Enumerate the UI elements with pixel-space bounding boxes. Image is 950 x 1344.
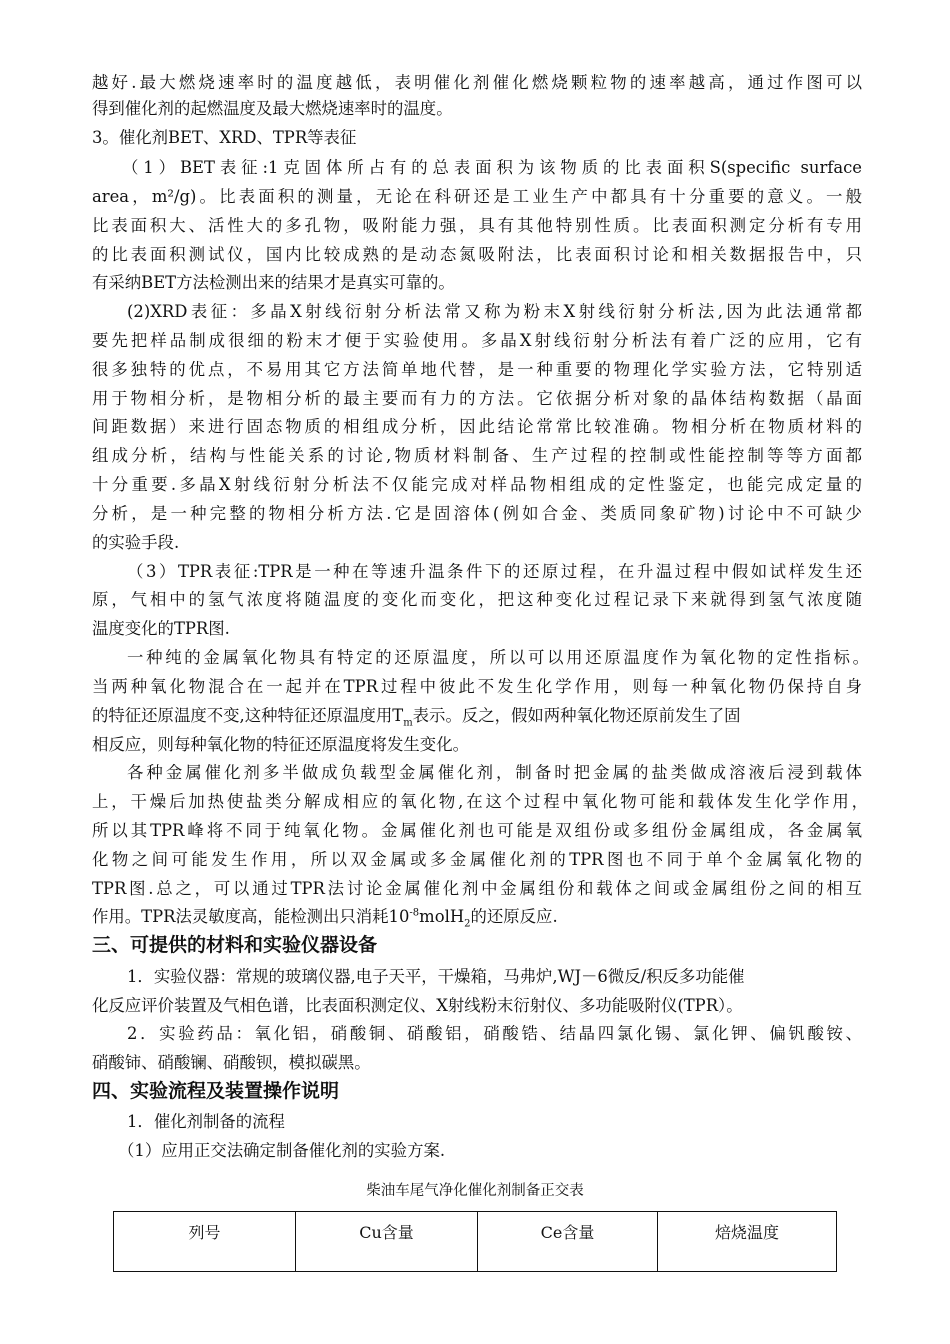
section-3-title: 3。催化剂BET、XRD、TPR等表征	[92, 128, 357, 147]
metal-line-6c: 的还原反应.	[470, 907, 558, 926]
metal-line-1: 各种金属催化剂多半做成负载型金属催化剂，制备时把金属的盐类做成溶液后浸到载体	[127, 763, 862, 782]
metal-line-5: TPR图.总之，可以通过TPR法讨论金属催化剂中金属组份和载体之间或金属组份之间的相互	[92, 879, 862, 898]
bet-line-4: 的比表面积测试仪，国内比较成熟的是动态氮吸附法，比表面积讨论和相关数据报告中，只	[92, 245, 862, 264]
xrd-line-1: (2)XRD表征：多晶X射线衍射分析法常又称为粉末X射线衍射分析法,因为此法通常都	[127, 302, 862, 321]
table-header-cell: Ce含量	[478, 1212, 658, 1272]
flow-line-1: 1．催化剂制备的流程	[127, 1112, 285, 1131]
h2-subscript: 2	[464, 918, 471, 930]
xrd-line-5: 间距数据）来进行固态物质的相组成分析，因此结论常常比较准确。物相分析在物质材料的	[92, 417, 862, 436]
metal-line-2: 上，干燥后加热使盐类分解成相应的氧化物,在这个过程中氧化物可能和载体发生化学作用，	[92, 792, 868, 811]
metal-line-6b: molH	[419, 907, 465, 926]
xrd-line-9: 的实验手段.	[92, 533, 180, 552]
table-header-cell: Cu含量	[296, 1212, 478, 1272]
tpr-line-1: （3）TPR表征:TPR是一种在等速升温条件下的还原过程，在升温过程中假如试样发生还	[127, 562, 862, 581]
table-header-row	[114, 1212, 837, 1272]
metal-line-6a: 作用。TPR法灵敏度高，能检测出只消耗10	[92, 907, 410, 926]
exponent-superscript: -8	[409, 907, 420, 919]
intro-line-2: 得到催化剂的起燃温度及最大燃烧速率时的温度。	[92, 99, 453, 118]
bet-line-2: area，m²/g)。比表面积的测量，无论在科研还是工业生产中都具有十分重要的意义。一般	[92, 187, 862, 206]
metal-line-3: 所以其TPR峰将不同于纯氧化物。金属催化剂也可能是双组份或多组份金属组成，各金属氧	[92, 821, 862, 840]
orthogonal-table	[113, 1211, 837, 1272]
bet-line-1: （1）BET表征:1克固体所占有的总表面积为该物质的比表面积S(specific surface	[122, 158, 862, 177]
metal-line-6	[92, 906, 862, 928]
section-three-heading: 三、可提供的材料和实验仪器设备	[92, 934, 378, 956]
bet-line-5: 有采纳BET方法检测出来的结果才是真实可靠的。	[92, 273, 455, 292]
xrd-line-8: 分析，是一种完整的物相分析方法.它是固溶体(例如合金、类质同象矿物)讨论中不可缺少	[92, 504, 862, 523]
oxide-line-3b: 表示。反之，假如两种氧化物还原前发生了固	[412, 706, 741, 725]
tm-subscript: m	[403, 717, 413, 729]
tpr-line-3: 温度变化的TPR图.	[92, 619, 230, 638]
xrd-line-7: 十分重要.多晶X射线衍射分析法不仅能完成对样品物相组成的定性鉴定，也能完成定量的	[92, 475, 862, 494]
chem-line-1: 2．实验药品：氧化铝，硝酸铜、硝酸铝，硝酸锆、结晶四氯化锡、氯化钾、偏钒酸铵、	[127, 1024, 862, 1043]
table-header-cell: 列号	[114, 1212, 296, 1272]
intro-line-1: 越好.最大燃烧速率时的温度越低，表明催化剂催化燃烧颗粒物的速率越高，通过作图可以	[92, 73, 862, 92]
metal-line-4: 化物之间可能发生作用，所以双金属或多金属催化剂的TPR图也不同于单个金属氧化物的	[92, 850, 862, 869]
tpr-line-2: 原，气相中的氢气浓度将随温度的变化而变化，把这种变化过程记录下来就得到氢气浓度随	[92, 590, 862, 609]
table-caption: 柴油车尾气净化催化剂制备正交表	[366, 1183, 584, 1199]
xrd-line-3: 很多独特的优点，不易用其它方法简单地代替，是一种重要的物理化学实验方法，它特别适	[92, 360, 862, 379]
flow-line-2: （1）应用正交法确定制备催化剂的实验方案.	[118, 1141, 446, 1160]
table-header-cell: 焙烧温度	[658, 1212, 837, 1272]
oxide-line-2: 当两种氧化物混合在一起并在TPR过程中彼此不发生化学作用，则每一种氧化物仍保持自身	[92, 677, 862, 696]
instr-line-1: 1．实验仪器：常规的玻璃仪器,电子天平，干燥箱，马弗炉,WJ－6微反/积反多功能催	[127, 967, 745, 986]
xrd-line-2: 要先把样品制成很细的粉末才便于实验使用。多晶X射线衍射分析法有着广泛的应用，它有	[92, 331, 862, 350]
oxide-line-3	[92, 705, 862, 727]
oxide-line-1: 一种纯的金属氧化物具有特定的还原温度，所以可以用还原温度作为氧化物的定性指标。	[127, 648, 869, 667]
xrd-line-4: 用于物相分析，是物相分析的最主要而有力的方法。它依据分析对象的晶体结构数据（晶面	[92, 389, 862, 408]
chem-line-2: 硝酸铈、硝酸镧、硝酸钡，模拟碳黑。	[92, 1053, 371, 1072]
oxide-line-3a: 的特征还原温度不变,这种特征还原温度用T	[92, 706, 404, 725]
instr-line-2: 化反应评价装置及气相色谱，比表面积测定仪、X射线粉末衍射仪、多功能吸附仪(TPR）。	[92, 996, 743, 1015]
section-four-heading: 四、实验流程及装置操作说明	[92, 1080, 340, 1102]
bet-line-3: 比表面积大、活性大的多孔物，吸附能力强，具有其他特别性质。比表面积测定分析有专用	[92, 216, 862, 235]
oxide-line-4: 相反应，则每种氧化物的特征还原温度将发生变化。	[92, 735, 469, 754]
xrd-line-6: 组成分析，结构与性能关系的讨论,物质材料制备、生产过程的控制或性能控制等等方面都	[92, 446, 862, 465]
